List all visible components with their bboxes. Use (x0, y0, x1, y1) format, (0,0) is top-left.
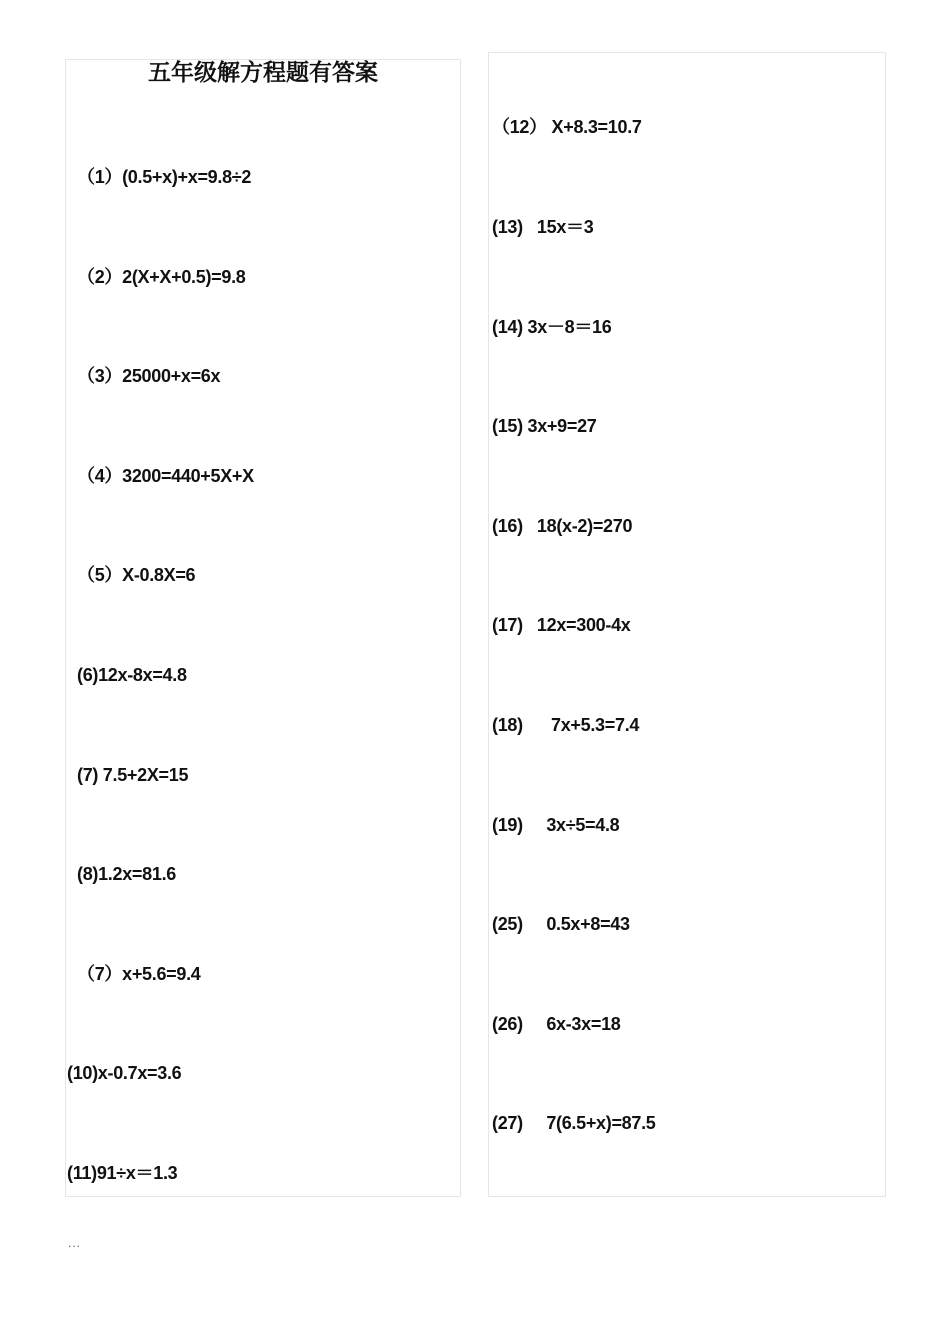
equation-27: (27) 7(6.5+x)=87.5 (492, 1113, 656, 1133)
page-title: 五年级解方程题有答案 (148, 60, 378, 86)
equation-4: （4）3200=440+5X+X (77, 466, 254, 486)
equation-9: （7）x+5.6=9.4 (77, 964, 201, 984)
equation-7: (7) 7.5+2X=15 (77, 765, 189, 785)
equation-6: (6)12x-8x=4.8 (77, 665, 187, 685)
equation-17: (17) 12x=300-4x (492, 615, 631, 635)
equation-2: （2）2(X+X+0.5)=9.8 (77, 267, 246, 287)
right-column (488, 52, 886, 1197)
equation-13: (13) 15x＝3 (492, 217, 594, 237)
equation-25: (25) 0.5x+8=43 (492, 914, 630, 934)
equation-10: (10)x-0.7x=3.6 (67, 1063, 182, 1083)
equation-14: (14) 3x－8＝16 (492, 317, 612, 337)
equation-19: (19) 3x÷5=4.8 (492, 815, 620, 835)
equation-12: （12） X+8.3=10.7 (492, 117, 642, 137)
left-column (65, 59, 461, 1197)
footer-ellipsis: ... (68, 1236, 82, 1250)
equation-15: (15) 3x+9=27 (492, 416, 597, 436)
equation-26: (26) 6x-3x=18 (492, 1014, 621, 1034)
equation-8: (8)1.2x=81.6 (77, 864, 176, 884)
equation-11: (11)91÷x＝1.3 (67, 1163, 178, 1183)
equation-18: (18) 7x+5.3=7.4 (492, 715, 640, 735)
equation-16: (16) 18(x-2)=270 (492, 516, 633, 536)
equation-1: （1）(0.5+x)+x=9.8÷2 (77, 167, 252, 187)
equation-5: （5）X-0.8X=6 (77, 565, 196, 585)
equation-3: （3）25000+x=6x (77, 366, 221, 386)
